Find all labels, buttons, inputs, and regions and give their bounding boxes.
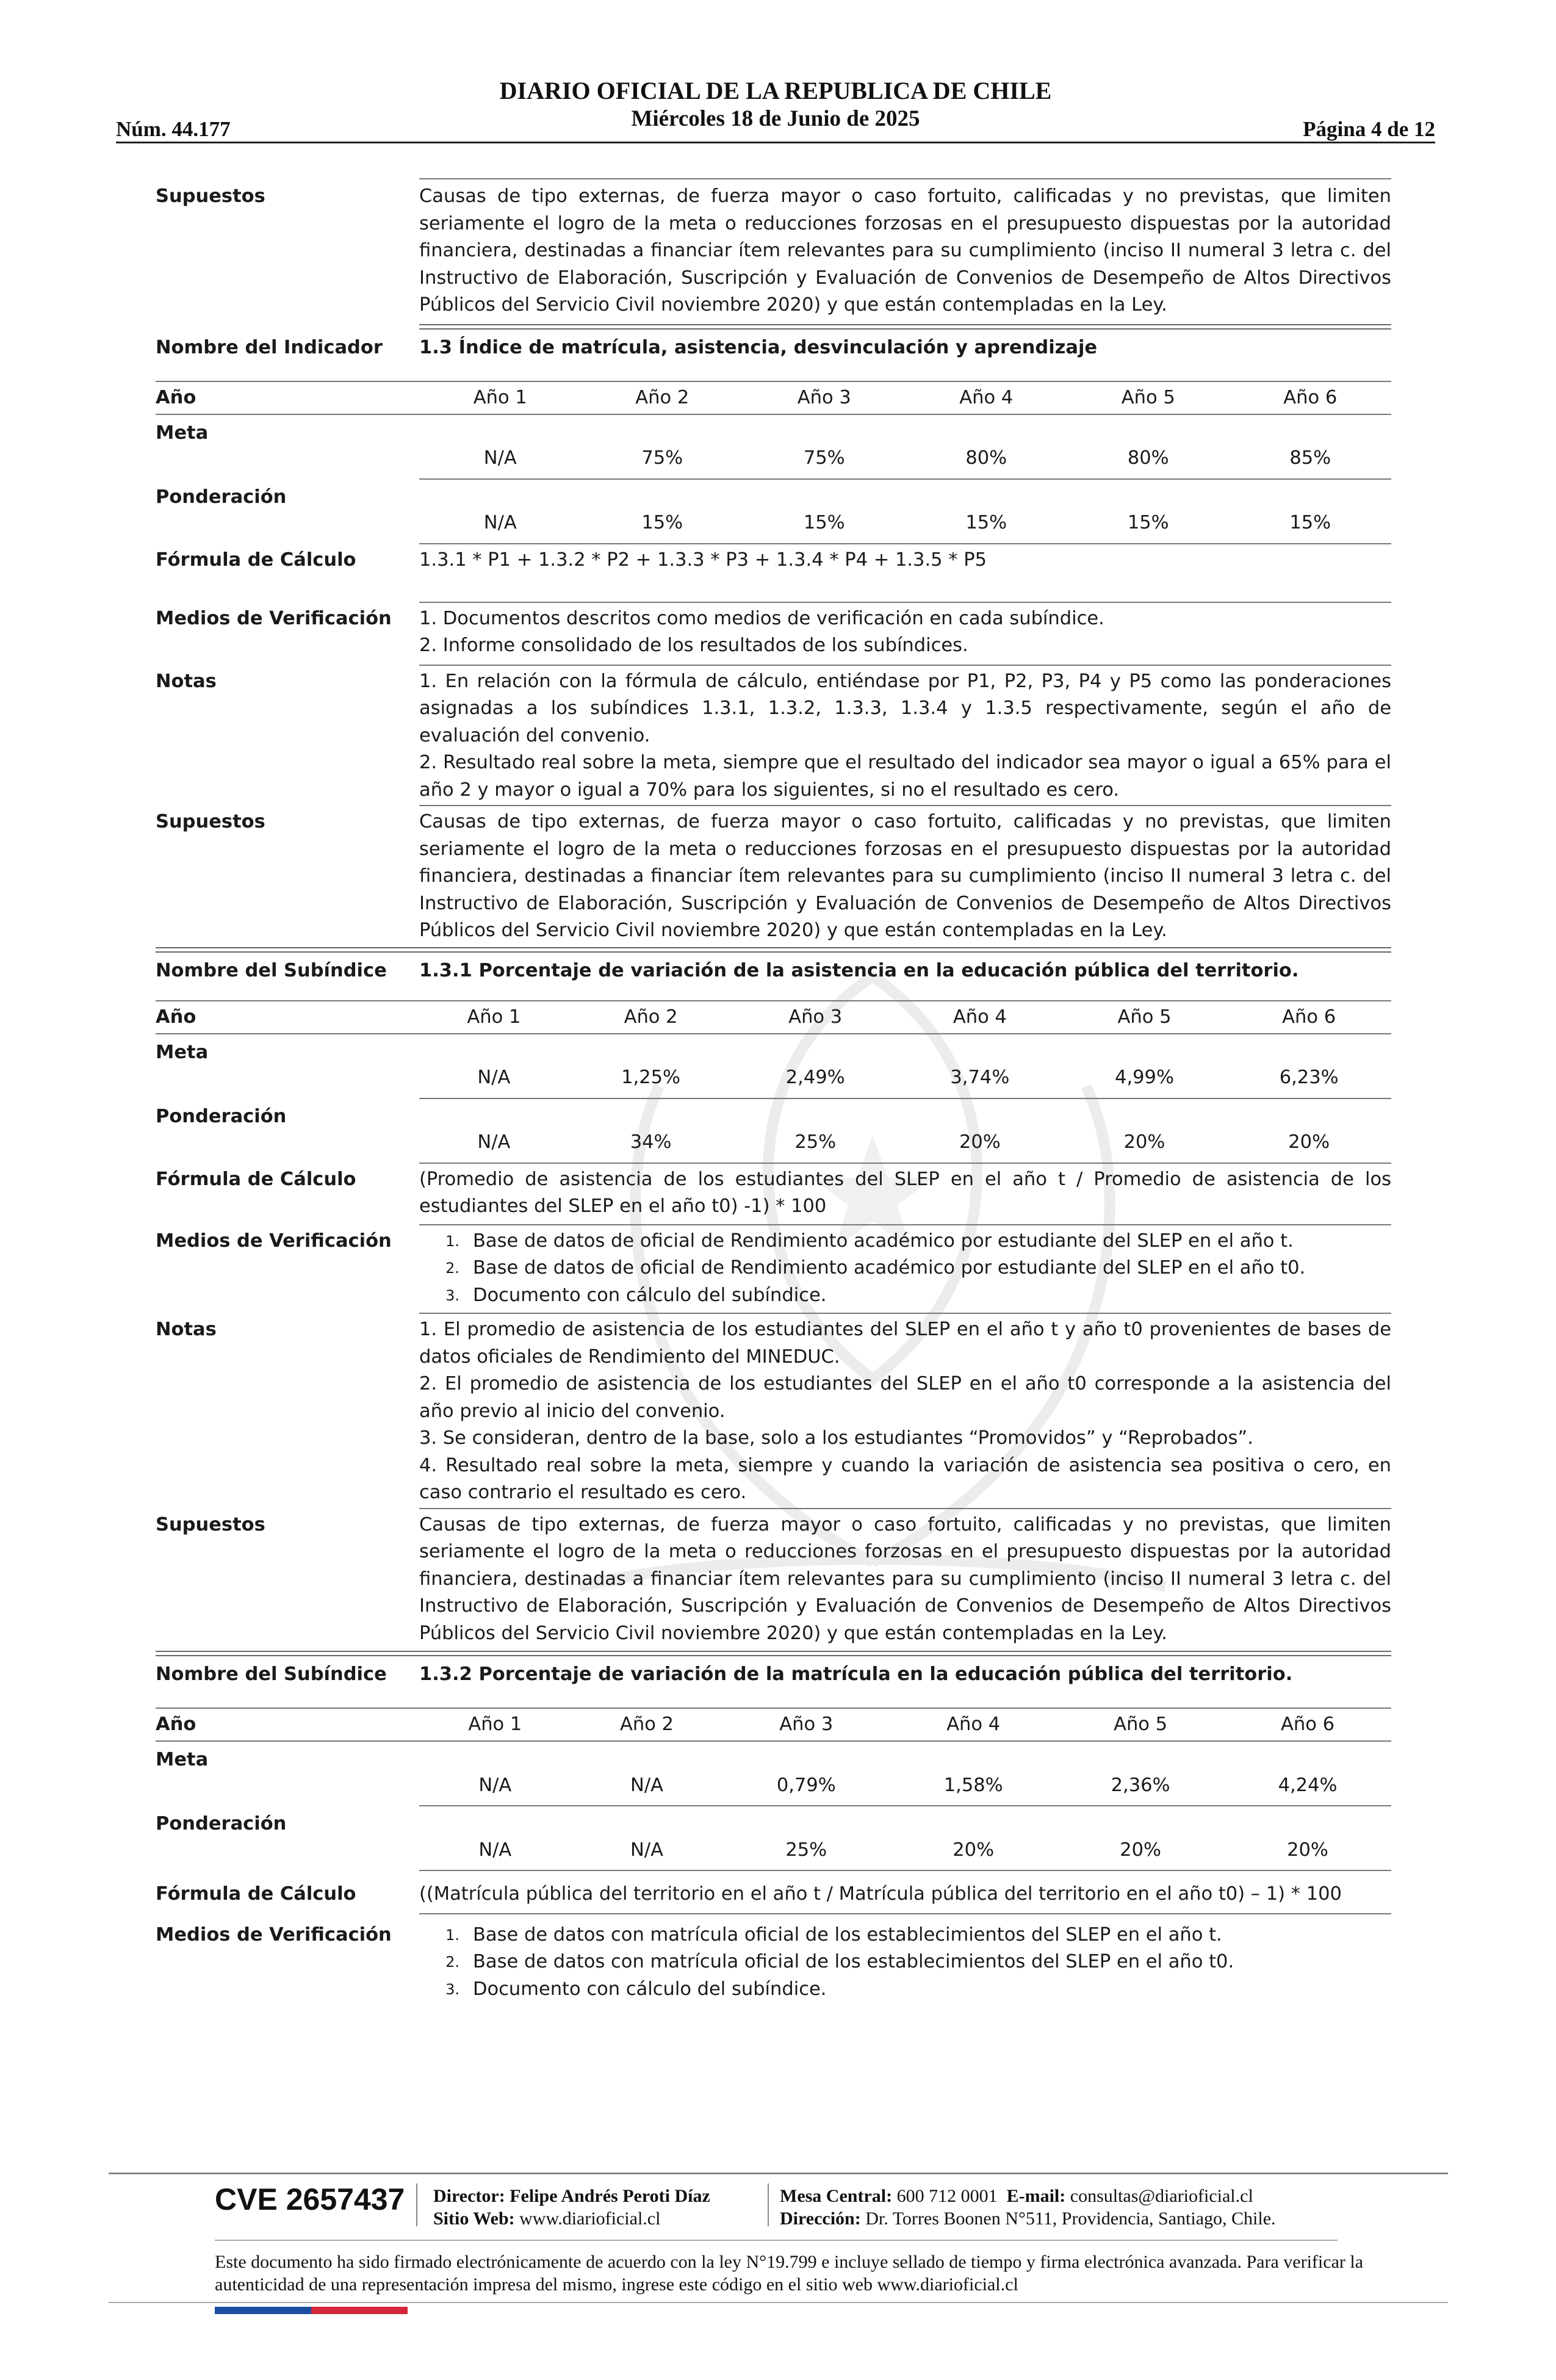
meta-cell: 2,36% xyxy=(1057,1741,1224,1806)
nota-item: 2. El promedio de asistencia de los estudiantes del SLEP en el año t0 corresponde a la asistencia del año previo al inicio del convenio. xyxy=(419,1373,1391,1422)
meta-cell: 1,58% xyxy=(890,1741,1057,1806)
year-cell: Año 4 xyxy=(898,1001,1062,1034)
label-notas: Notas xyxy=(156,1319,217,1340)
ponderacion-cell: 15% xyxy=(743,479,906,544)
subindex-131-table xyxy=(156,1000,1391,1164)
double-divider xyxy=(419,324,1391,330)
ponderacion-cell: 34% xyxy=(569,1098,733,1163)
footer-separator xyxy=(416,2183,417,2226)
formula-row xyxy=(156,1871,1391,1908)
label-ponderacion: Ponderación xyxy=(156,1105,287,1127)
label-medios: Medios de Verificación xyxy=(156,1924,392,1945)
list-number: 2. xyxy=(445,1953,459,1971)
indicator-title: 1.3 Índice de matrícula, asistencia, desvinculación y aprendizaje xyxy=(419,336,1098,358)
year-cell: Año 2 xyxy=(582,381,744,414)
year-cell: Año 3 xyxy=(733,1001,898,1034)
nota-item: 1. El promedio de asistencia de los estudiantes del SLEP en el año t y año t0 provenientes de bases de datos oficiales de Rendimiento del MINEDUC. xyxy=(419,1319,1391,1368)
mesa-phone: 600 712 0001 xyxy=(896,2186,998,2206)
address: Dr. Torres Boonen N°511, Providencia, Santiago, Chile. xyxy=(865,2209,1276,2229)
list-text: Documento con cálculo del subíndice. xyxy=(473,1284,827,1306)
list-number: 3. xyxy=(445,1980,459,1998)
meta-cell: 1,25% xyxy=(569,1034,733,1098)
label-meta: Meta xyxy=(156,1749,209,1770)
double-divider xyxy=(156,947,1391,953)
indicator-13-table xyxy=(156,381,1391,544)
ponderacion-cell: 20% xyxy=(890,1806,1057,1870)
label-medios: Medios de Verificación xyxy=(156,1230,392,1252)
supuestos-text: Causas de tipo externas, de fuerza mayor o caso fortuito, calificadas y no previstas, que limiten seriamente el logro de la meta o reducciones forzosas en el presupuesto dispuestas por la autoridad financiera, destinadas a financiar ítem relevantes para su cumplimiento (inciso II numeral 3 letra c. del Instructivo de Elaboración, Suscripción y Evaluación de Convenios de Desempeño de Altos Directivos Públicos del Servicio Civil noviembre 2020) y que están contempladas en la Ley. xyxy=(419,1513,1391,1644)
list-item xyxy=(419,1255,1391,1282)
newspaper-title: DIARIO OFICIAL DE LA REPUBLICA DE CHILE xyxy=(499,77,1052,104)
footer-rule xyxy=(109,2173,1448,2174)
list-text: Base de datos de oficial de Rendimiento académico por estudiante del SLEP en el año t0. xyxy=(473,1257,1306,1278)
year-cell: Año 6 xyxy=(1226,1001,1391,1034)
formula-row xyxy=(156,544,1391,602)
formula-text: (Promedio de asistencia de los estudiantes del SLEP en el año t / Promedio de asistencia de los estudiantes del SLEP en el año t0) -1) * 100 xyxy=(419,1168,1391,1217)
meta-cell: 85% xyxy=(1230,414,1392,479)
issue-number: Núm. 44.177 xyxy=(116,117,231,141)
medios-item: 2. Informe consolidado de los resultados de los subíndices. xyxy=(419,635,968,656)
year-cell: Año 5 xyxy=(1067,381,1230,414)
year-cell: Año 3 xyxy=(743,381,906,414)
supuestos-text: Causas de tipo externas, de fuerza mayor o caso fortuito, calificadas y no previstas, que limiten seriamente el logro de la meta o reducciones forzosas en el presupuesto dispuestas por la autoridad financiera, destinadas a financiar ítem relevantes para su cumplimiento (inciso II numeral 3 letra c. del Instructivo de Elaboración, Suscripción y Evaluación de Convenios de Desempeño de Altos Directivos Públicos del Servicio Civil noviembre 2020) y que están contempladas en la Ley. xyxy=(419,186,1391,316)
meta-cell: 2,49% xyxy=(733,1034,898,1098)
label-formula: Fórmula de Cálculo xyxy=(156,1168,356,1190)
meta-cell: N/A xyxy=(419,1034,569,1098)
list-item xyxy=(419,1922,1391,1949)
director-label: Director: xyxy=(433,2186,505,2206)
nota-item: 1. En relación con la fórmula de cálculo, entiéndase por P1, P2, P3, P4 y P5 como las ponderaciones asignadas a los subíndices 1.3.1, 1.3.2, 1.3.3, 1.3.4 y 1.3.5 respectivamente, según el año de evaluación del convenio. xyxy=(419,670,1391,746)
ponderacion-cell: N/A xyxy=(419,1098,569,1163)
ponderacion-cell: N/A xyxy=(419,1806,571,1870)
ponderacion-cell: N/A xyxy=(419,479,582,544)
nota-item: 2. Resultado real sobre la meta, siempre que el resultado del indicador sea mayor o igual a 65% para el año 2 y mayor o igual a 70% para los siguientes, si no el resultado es cero. xyxy=(419,752,1391,801)
email-link[interactable]: consultas@diarioficial.cl xyxy=(1070,2186,1253,2206)
subindex-132-name-row xyxy=(156,1656,1391,1707)
issue-date: Miércoles 18 de Junio de 2025 xyxy=(631,106,920,131)
list-text: Base de datos con matrícula oficial de los establecimientos del SLEP en el año t. xyxy=(473,1924,1222,1945)
legal-notice: Este documento ha sido firmado electrónicamente de acuerdo con la ley N°19.799 e incluye sellado de tiempo y firma electrónica avanzada. Para verificar la autenticidad de una representación impresa del mismo, ingrese este código en el sitio web www.diarioficial.cl xyxy=(215,2252,1364,2295)
ponderacion-cell: 15% xyxy=(1067,479,1230,544)
meta-cell: 0,79% xyxy=(722,1741,890,1806)
label-formula: Fórmula de Cálculo xyxy=(156,1883,356,1905)
notas-row xyxy=(156,1314,1391,1507)
formula-text: 1.3.1 * P1 + 1.3.2 * P2 + 1.3.3 * P3 + 1.3.4 * P4 + 1.3.5 * P5 xyxy=(419,549,987,571)
year-cell: Año 4 xyxy=(890,1708,1057,1741)
ponderacion-cell: N/A xyxy=(571,1806,723,1870)
footer-separator xyxy=(768,2183,769,2226)
director-name: Felipe Andrés Peroti Díaz xyxy=(510,2186,710,2206)
label-meta: Meta xyxy=(156,422,209,444)
year-cell: Año 1 xyxy=(419,381,582,414)
medios-row xyxy=(156,1914,1391,2003)
list-number: 1. xyxy=(445,1232,459,1250)
web-label: Sitio Web: xyxy=(433,2209,515,2229)
label-notas: Notas xyxy=(156,670,217,692)
meta-cell: 4,99% xyxy=(1062,1034,1227,1098)
ponderacion-cell: 15% xyxy=(1230,479,1392,544)
page-number: Página 4 de 12 xyxy=(1303,117,1435,141)
ponderacion-cell: 20% xyxy=(1057,1806,1224,1870)
year-cell: Año 5 xyxy=(1062,1001,1227,1034)
nota-item: 4. Resultado real sobre la meta, siempre y cuando la variación de asistencia sea positiva o cero, en caso contrario el resultado es cero. xyxy=(419,1454,1391,1503)
list-text: Documento con cálculo del subíndice. xyxy=(473,1978,827,2000)
ponderacion-cell: 15% xyxy=(906,479,1068,544)
label-anio: Año xyxy=(156,1708,419,1741)
supuestos-block-2 xyxy=(156,806,1391,945)
ponderacion-cell: 20% xyxy=(1226,1098,1391,1163)
indicator-name-row xyxy=(156,330,1391,381)
supuestos-text: Causas de tipo externas, de fuerza mayor o caso fortuito, calificadas y no previstas, que limiten seriamente el logro de la meta o reducciones forzosas en el presupuesto dispuestas por la autoridad financiera, destinadas a financiar ítem relevantes para su cumplimiento (inciso II numeral 3 letra c. del Instructivo de Elaboración, Suscripción y Evaluación de Convenios de Desempeño de Altos Directivos Públicos del Servicio Civil noviembre 2020) y que están contempladas en la Ley. xyxy=(419,811,1391,941)
label-meta: Meta xyxy=(156,1041,209,1063)
footer-rule xyxy=(215,2240,1338,2241)
meta-cell: 80% xyxy=(906,414,1068,479)
label-supuestos: Supuestos xyxy=(156,811,265,832)
meta-cell: N/A xyxy=(419,414,582,479)
medios-list xyxy=(419,1228,1391,1310)
list-item xyxy=(419,1228,1391,1255)
label-nombre-subindice: Nombre del Subíndice xyxy=(156,959,387,981)
label-ponderacion: Ponderación xyxy=(156,1813,287,1834)
ponderacion-cell: 25% xyxy=(733,1098,898,1163)
year-cell: Año 2 xyxy=(571,1708,723,1741)
mesa-label: Mesa Central: xyxy=(780,2186,893,2206)
subindex-132-table xyxy=(156,1707,1391,1871)
notas-row xyxy=(156,666,1391,804)
double-divider xyxy=(156,1651,1391,1656)
year-cell: Año 1 xyxy=(419,1708,571,1741)
supuestos-block-1 xyxy=(156,179,1391,319)
document-body xyxy=(156,178,1391,2003)
meta-cell: 4,24% xyxy=(1224,1741,1391,1806)
year-cell: Año 1 xyxy=(419,1001,569,1034)
formula-row xyxy=(156,1164,1391,1221)
label-medios: Medios de Verificación xyxy=(156,607,392,629)
page-header xyxy=(116,72,1435,145)
year-cell: Año 6 xyxy=(1230,381,1392,414)
list-text: Base de datos con matrícula oficial de los establecimientos del SLEP en el año t0. xyxy=(473,1951,1234,1972)
label-nombre-subindice: Nombre del Subíndice xyxy=(156,1664,387,1685)
ponderacion-cell: 15% xyxy=(582,479,744,544)
list-text: Base de datos de oficial de Rendimiento académico por estudiante del SLEP en el año t. xyxy=(473,1230,1294,1252)
list-number: 3. xyxy=(445,1286,459,1304)
ponderacion-cell: 20% xyxy=(1224,1806,1391,1870)
cve-code: CVE 2657437 xyxy=(215,2182,405,2216)
supuestos-block-3 xyxy=(156,1509,1391,1648)
meta-cell: 6,23% xyxy=(1226,1034,1391,1098)
label-supuestos: Supuestos xyxy=(156,1513,265,1535)
year-cell: Año 3 xyxy=(722,1708,890,1741)
label-supuestos: Supuestos xyxy=(156,186,265,207)
subindex-131-title: 1.3.1 Porcentaje de variación de la asistencia en la educación pública del territorio. xyxy=(419,959,1299,981)
flag-stripe xyxy=(215,2307,408,2314)
label-ponderacion: Ponderación xyxy=(156,486,287,508)
meta-cell: 75% xyxy=(743,414,906,479)
label-anio: Año xyxy=(156,1001,419,1034)
subindex-132-title: 1.3.2 Porcentaje de variación de la matrícula en la educación pública del territorio. xyxy=(419,1664,1293,1685)
ponderacion-cell: 25% xyxy=(722,1806,890,1870)
list-number: 1. xyxy=(445,1926,459,1944)
list-item xyxy=(419,1949,1391,1976)
nota-item: 3. Se consideran, dentro de la base, solo a los estudiantes “Promovidos” y “Reprobados”. xyxy=(419,1427,1253,1449)
footer-rule xyxy=(109,2302,1448,2303)
medios-list xyxy=(419,1922,1391,2003)
meta-cell: N/A xyxy=(419,1741,571,1806)
meta-cell: 80% xyxy=(1067,414,1230,479)
label-nombre-indicador: Nombre del Indicador xyxy=(156,336,383,358)
formula-text: ((Matrícula pública del territorio en el año t / Matrícula pública del territorio en el año t0) – 1) * 100 xyxy=(419,1883,1342,1905)
footer-contact-info xyxy=(780,2185,1276,2230)
ponderacion-cell: 20% xyxy=(898,1098,1062,1163)
meta-cell: 75% xyxy=(582,414,744,479)
year-cell: Año 4 xyxy=(906,381,1068,414)
label-formula: Fórmula de Cálculo xyxy=(156,549,356,571)
flag-red xyxy=(311,2307,408,2314)
medios-row xyxy=(156,603,1391,660)
meta-cell: N/A xyxy=(571,1741,723,1806)
meta-cell: 3,74% xyxy=(898,1034,1062,1098)
ponderacion-cell: 20% xyxy=(1062,1098,1227,1163)
year-cell: Año 6 xyxy=(1224,1708,1391,1741)
header-rule xyxy=(116,142,1435,143)
subindex-131-name-row xyxy=(156,953,1391,1000)
flag-blue xyxy=(215,2307,311,2314)
year-cell: Año 2 xyxy=(569,1001,733,1034)
medios-item: 1. Documentos descritos como medios de verificación en cada subíndice. xyxy=(419,607,1104,629)
footer-director-info xyxy=(433,2185,710,2230)
website-link[interactable]: www.diarioficial.cl xyxy=(519,2209,661,2229)
email-label: E-mail: xyxy=(1006,2186,1066,2206)
medios-row xyxy=(156,1225,1391,1310)
list-item xyxy=(419,1282,1391,1310)
list-number: 2. xyxy=(445,1260,459,1277)
year-cell: Año 5 xyxy=(1057,1708,1224,1741)
direccion-label: Dirección: xyxy=(780,2209,861,2229)
label-anio: Año xyxy=(156,381,419,414)
list-item xyxy=(419,1976,1391,2003)
